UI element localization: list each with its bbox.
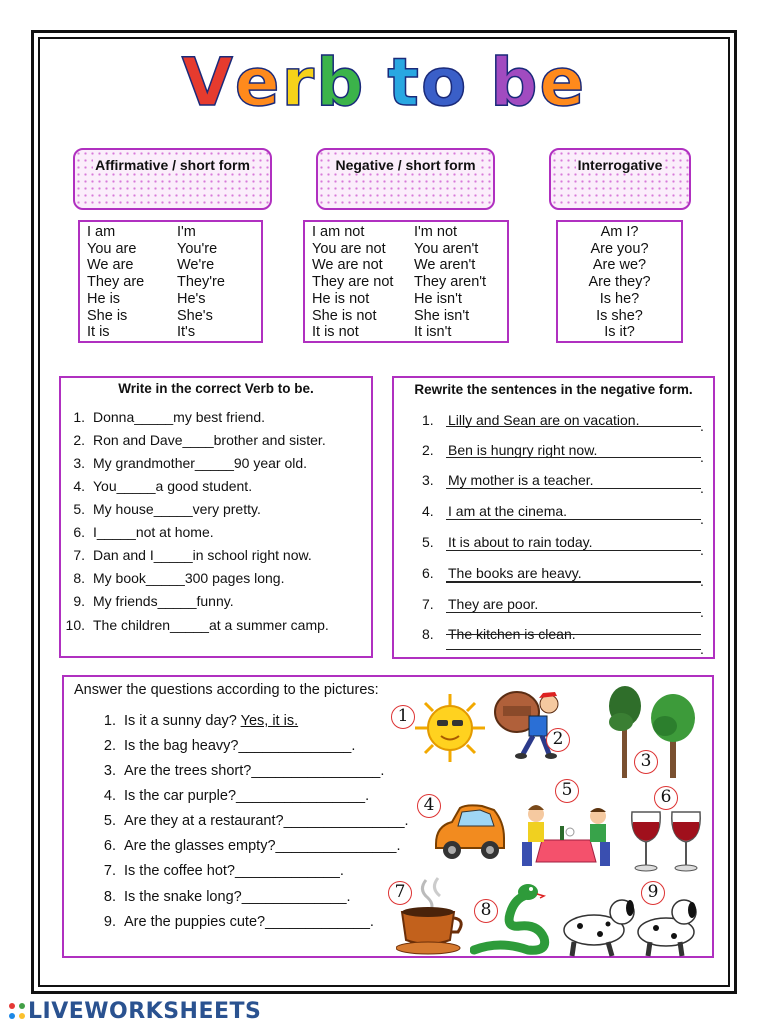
title-letter: b <box>316 44 366 121</box>
sun-icon <box>413 692 487 764</box>
table-row <box>87 274 261 291</box>
item-number: 5. <box>422 534 434 550</box>
logo-icon <box>6 1000 28 1022</box>
affirmative-header-label: Affirmative / short form <box>95 157 250 173</box>
table-row: Are they? <box>588 274 651 291</box>
question-text: Is the coffee hot?_____________. <box>124 863 344 879</box>
answer-line[interactable] <box>446 488 701 489</box>
item-text: My book_____300 pages long. <box>93 570 285 586</box>
long-form: It is not <box>312 324 359 341</box>
puppies-icon <box>556 890 704 958</box>
answer-line[interactable] <box>446 519 701 520</box>
table-row <box>87 324 261 341</box>
long-form: He is <box>87 290 121 307</box>
list-item[interactable] <box>64 889 351 905</box>
short-form: It isn't <box>414 324 452 341</box>
item-number: 6. <box>73 524 85 540</box>
item-number: 9. <box>73 593 85 609</box>
list-item[interactable] <box>61 524 371 547</box>
item-number: 4. <box>422 503 434 519</box>
table-row <box>312 324 507 341</box>
title-letter: V <box>181 44 235 121</box>
item-number: 7. <box>103 863 116 879</box>
negative-table <box>303 220 509 343</box>
item-number: 9. <box>103 914 116 930</box>
table-row <box>312 257 507 274</box>
title-letter: o <box>420 44 469 121</box>
long-form: They are not <box>312 274 394 291</box>
car-icon <box>432 802 508 864</box>
item-number: 6. <box>422 565 434 581</box>
item-text: I_____not at home. <box>93 524 214 540</box>
line-end: . <box>700 641 704 657</box>
title-letter: e <box>539 44 587 121</box>
long-form: You are <box>87 240 137 257</box>
table-row <box>312 241 507 258</box>
picture-number-7: 7 <box>388 881 412 905</box>
long-form: We are not <box>312 257 383 274</box>
table-row <box>312 291 507 308</box>
list-item[interactable] <box>61 432 371 455</box>
answer-line[interactable] <box>446 581 701 583</box>
item-text: Ron and Dave____brother and sister. <box>93 432 326 448</box>
long-form: You are not <box>312 240 386 257</box>
short-form: They're <box>177 274 225 291</box>
sample-answer: Yes, it is. <box>240 713 299 729</box>
short-form: She's <box>177 307 213 324</box>
short-form: We aren't <box>414 257 476 274</box>
item-number: 2. <box>422 442 434 458</box>
question-text: Are they at a restaurant?_______________. <box>124 813 409 829</box>
title-letter: r <box>281 44 317 121</box>
item-text: They are poor. <box>448 596 539 612</box>
title-letter: e <box>234 44 282 121</box>
list-item[interactable] <box>64 788 369 804</box>
item-text: The kitchen is clean. <box>448 626 576 642</box>
list-item[interactable] <box>61 570 371 593</box>
item-text: My house_____very pretty. <box>93 501 261 517</box>
picture-number-4: 4 <box>417 794 441 818</box>
list-item[interactable] <box>64 838 401 854</box>
picture-number-2: 2 <box>546 728 570 752</box>
long-form: I am not <box>312 224 365 240</box>
item-text: Lilly and Sean are on vacation. <box>448 412 640 428</box>
exercise-fill-verb-title: Write in the correct Verb to be. <box>118 381 314 396</box>
restaurant-couple-icon <box>514 796 616 874</box>
line-end: . <box>700 449 704 465</box>
interrogative-table <box>556 220 683 343</box>
long-form: It is <box>87 324 110 341</box>
table-row <box>87 241 261 258</box>
line-end: . <box>700 418 704 434</box>
short-form: He isn't <box>414 290 462 307</box>
long-form: He is not <box>312 290 370 307</box>
brand-footer[interactable] <box>6 998 261 1024</box>
short-form: It's <box>177 324 196 341</box>
affirmative-table <box>78 220 263 343</box>
list-item[interactable] <box>61 455 371 478</box>
list-item[interactable] <box>61 501 371 524</box>
list-item[interactable] <box>64 914 374 930</box>
item-number: 1. <box>422 412 434 428</box>
title-letter: b <box>490 44 540 121</box>
list-item[interactable] <box>64 763 384 779</box>
picture-number-6: 6 <box>654 786 678 810</box>
item-number: 2. <box>73 432 85 448</box>
item-number: 5. <box>73 501 85 517</box>
picture-number-1: 1 <box>391 705 415 729</box>
brand-name: LIVEWORKSHEETS <box>28 998 262 1024</box>
line-end: . <box>700 480 704 496</box>
list-item[interactable] <box>64 863 344 879</box>
item-text: Dan and I_____in school right now. <box>93 547 312 563</box>
short-form: She isn't <box>414 307 470 324</box>
table-row <box>87 308 261 325</box>
item-number: 4. <box>73 478 85 494</box>
item-number: 8. <box>103 889 116 905</box>
exercise-pictures-title: Answer the questions according to the pictures: <box>74 682 379 698</box>
item-number: 3. <box>103 763 116 779</box>
table-row <box>87 291 261 308</box>
picture-number-8: 8 <box>474 899 498 923</box>
exercise-negative-form-title: Rewrite the sentences in the negative form. <box>414 382 693 397</box>
line-end: . <box>700 542 704 558</box>
line-end: . <box>700 604 704 620</box>
item-number: 8. <box>422 626 434 642</box>
interrogative-header-label: Interrogative <box>577 157 663 173</box>
picture-number-5: 5 <box>555 779 579 803</box>
table-row <box>312 308 507 325</box>
table-row <box>312 274 507 291</box>
table-row: Am I? <box>600 224 639 240</box>
item-number: 2. <box>103 738 116 754</box>
answer-line[interactable] <box>446 649 701 650</box>
short-form: You aren't <box>414 240 479 257</box>
answer-line[interactable] <box>446 457 701 458</box>
question-text: Are the trees short?________________. <box>124 763 385 779</box>
item-number: 4. <box>103 788 116 804</box>
list-item[interactable] <box>61 478 371 501</box>
short-form: You're <box>177 240 218 257</box>
list-item[interactable] <box>64 738 355 754</box>
item-number: 5. <box>103 813 116 829</box>
table-row <box>87 224 261 241</box>
line-end: . <box>700 511 704 527</box>
picture-number-9: 9 <box>641 881 665 905</box>
item-number: 10. <box>65 617 85 633</box>
item-text: My mother is a teacher. <box>448 472 594 488</box>
answer-line[interactable] <box>446 426 701 427</box>
short-form: I'm not <box>414 224 458 240</box>
item-number: 7. <box>73 547 85 563</box>
item-number: 6. <box>103 838 116 854</box>
negative-header <box>316 148 495 210</box>
long-form: We are <box>87 257 134 274</box>
list-item[interactable] <box>64 813 409 829</box>
wine-glasses-icon <box>628 808 706 874</box>
item-number: 7. <box>422 596 434 612</box>
table-row <box>87 257 261 274</box>
item-text: The children_____at a summer camp. <box>93 617 329 633</box>
page-title <box>0 44 768 121</box>
item-text: It is about to rain today. <box>448 534 593 550</box>
item-number: 1. <box>103 713 116 729</box>
table-row: Are you? <box>590 240 649 257</box>
question-text: Is the car purple?________________. <box>124 788 370 804</box>
short-form: They aren't <box>414 274 487 291</box>
item-number: 3. <box>422 472 434 488</box>
question-text: Is it a sunny day? <box>124 713 241 729</box>
line-end: . <box>700 573 704 589</box>
list-item[interactable] <box>61 617 371 640</box>
short-form: We're <box>177 257 215 274</box>
question-text: Is the bag heavy?______________. <box>124 738 356 754</box>
negative-header-label: Negative / short form <box>335 157 476 173</box>
table-row: Is it? <box>604 324 635 341</box>
table-row: Are we? <box>592 257 647 274</box>
item-text: My friends_____funny. <box>93 593 234 609</box>
table-row <box>312 224 507 241</box>
picture-number-3: 3 <box>634 750 658 774</box>
list-item[interactable] <box>61 593 371 617</box>
item-number: 3. <box>73 455 85 471</box>
question-text: Is the snake long?_____________. <box>124 889 351 905</box>
item-number: 8. <box>73 570 85 586</box>
item-text: Ben is hungry right now. <box>448 442 598 458</box>
short-form: I'm <box>177 224 196 240</box>
exercise-negative-form <box>392 376 715 659</box>
long-form: They are <box>87 274 145 291</box>
long-form: She is not <box>312 307 377 324</box>
item-number: 1. <box>73 409 85 425</box>
answer-line[interactable] <box>446 612 701 613</box>
item-text: The books are heavy. <box>448 565 582 581</box>
long-form: I am <box>87 224 116 240</box>
table-row: Is he? <box>599 290 640 307</box>
interrogative-header <box>549 148 691 210</box>
title-letter: t <box>387 44 421 121</box>
item-text: My grandmother_____90 year old. <box>93 455 308 471</box>
list-item[interactable] <box>64 713 298 729</box>
short-form: He's <box>177 290 206 307</box>
question-text: Are the puppies cute?_____________. <box>124 914 374 930</box>
list-item[interactable] <box>61 547 371 570</box>
long-form: She is <box>87 307 128 324</box>
question-text: Are the glasses empty?_______________. <box>124 838 401 854</box>
item-text: Donna_____my best friend. <box>93 409 265 425</box>
exercise-fill-verb <box>59 376 373 658</box>
answer-line[interactable] <box>446 550 701 551</box>
list-item[interactable] <box>61 409 371 432</box>
strike-line <box>446 634 701 635</box>
item-text: You_____a good student. <box>93 478 253 494</box>
item-text: I am at the cinema. <box>448 503 568 519</box>
affirmative-header <box>73 148 272 210</box>
table-row: Is she? <box>596 307 643 324</box>
